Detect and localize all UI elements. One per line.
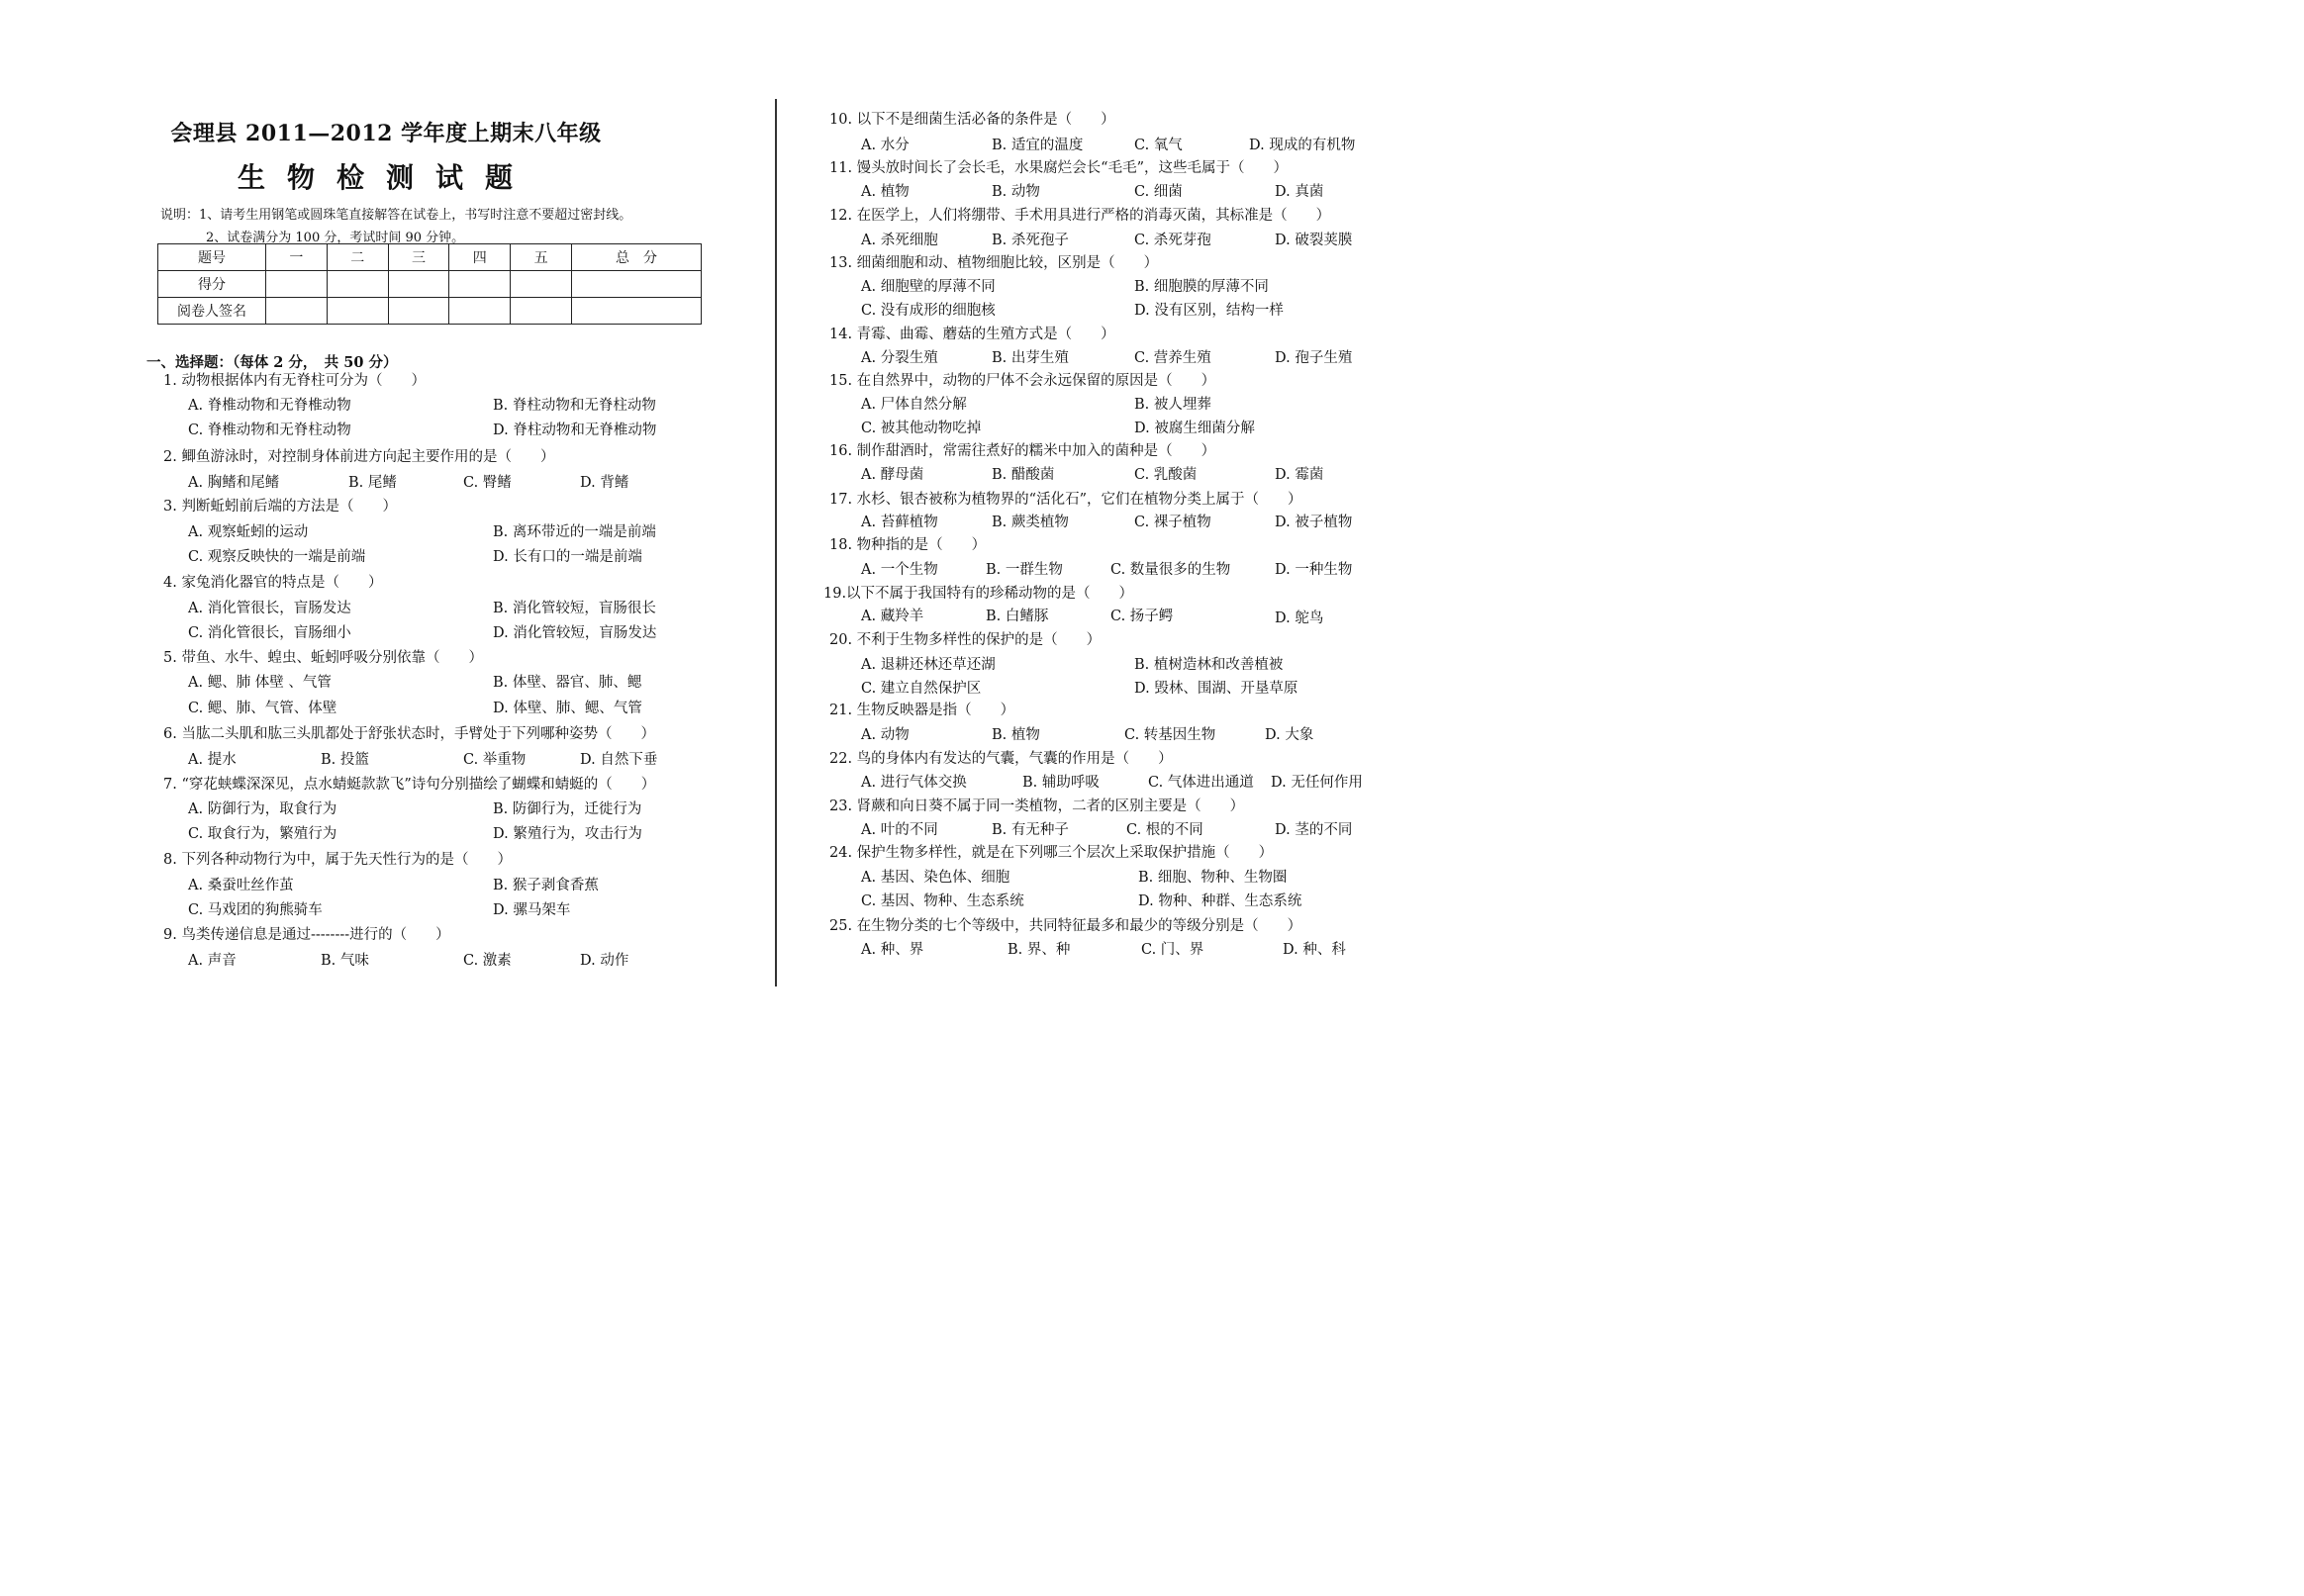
answer-option: C. 马戏团的狗熊骑车	[188, 902, 323, 918]
question-stem: 20. 不利于生物多样性的保护的是（ ）	[829, 632, 1102, 648]
answer-option: C. 乳酸菌	[1134, 467, 1198, 483]
answer-option: B. 植树造林和改善植被	[1134, 657, 1284, 673]
answer-option: A. 藏羚羊	[861, 609, 924, 624]
answer-option: C. 扬子鳄	[1110, 609, 1174, 624]
question-stem: 18. 物种指的是（ ）	[829, 537, 987, 553]
answer-option: C. 消化管很长，盲肠细小	[188, 625, 351, 641]
answer-option: B. 被人埋葬	[1134, 397, 1211, 413]
answer-option: C. 臀鳍	[463, 475, 512, 491]
question-stem: 14. 青霉、曲霉、蘑菇的生殖方式是（ ）	[829, 327, 1115, 342]
answer-option: A. 水分	[861, 138, 910, 153]
answer-option: A. 鳃、肺 体壁 、气管	[188, 675, 332, 691]
score-table-header-cell: 总 分	[572, 244, 702, 271]
answer-option: A. 尸体自然分解	[861, 397, 967, 413]
answer-option: C. 观察反映快的一端是前端	[188, 549, 366, 565]
answer-option: C. 没有成形的细胞核	[861, 303, 996, 319]
answer-option: B. 猴子剥食香蕉	[493, 878, 599, 893]
answer-option: B. 细胞膜的厚薄不同	[1134, 279, 1269, 295]
answer-option: A. 动物	[861, 727, 910, 743]
answer-option: C. 鳃、肺、气管、体壁	[188, 701, 337, 716]
answer-option: C. 激素	[463, 953, 512, 969]
question-stem: 4. 家兔消化器官的特点是（ ）	[163, 575, 383, 591]
answer-option: D. 一种生物	[1275, 562, 1353, 578]
answer-option: C. 营养生殖	[1134, 350, 1211, 366]
answer-option: A. 分裂生殖	[861, 350, 938, 366]
question-stem: 15. 在自然界中，动物的尸体不会永远保留的原因是（ ）	[829, 373, 1216, 389]
grader-cell[interactable]	[266, 298, 328, 325]
question-stem: 8. 下列各种动物行为中，属于先天性行为的是（ ）	[163, 852, 512, 868]
answer-option: D. 茎的不同	[1275, 822, 1353, 838]
answer-option: C. 建立自然保护区	[861, 681, 982, 697]
exam-title-line1: 会理县 2011—2012 学年度上期末八年级	[170, 121, 602, 146]
score-table-header-cell: 一	[266, 244, 328, 271]
answer-option: D. 大象	[1265, 727, 1314, 743]
answer-option: B. 尾鳍	[348, 475, 397, 491]
question-stem: 9. 鸟类传递信息是通过--------进行的（ ）	[163, 927, 450, 943]
answer-option: A. 防御行为，取食行为	[188, 801, 337, 817]
answer-option: A. 酵母菌	[861, 467, 924, 483]
question-stem: 1. 动物根据体内有无脊柱可分为（ ）	[163, 373, 426, 389]
score-table-header-cell: 二	[327, 244, 388, 271]
answer-option: B. 适宜的温度	[992, 138, 1084, 153]
answer-option: D. 被子植物	[1275, 515, 1353, 530]
question-stem: 10. 以下不是细菌生活必备的条件是（ ）	[829, 112, 1115, 128]
answer-option: D. 自然下垂	[580, 752, 658, 768]
grader-row-label: 阅卷人签名	[158, 298, 266, 325]
answer-option: B. 脊柱动物和无脊柱动物	[493, 398, 656, 414]
answer-option: A. 叶的不同	[861, 822, 938, 838]
score-cell[interactable]	[449, 271, 511, 298]
answer-option: B. 体壁、器官、肺、鳃	[493, 675, 642, 691]
answer-option: C. 细菌	[1134, 184, 1183, 200]
answer-option: B. 投篮	[321, 752, 369, 768]
answer-option: B. 出芽生殖	[992, 350, 1069, 366]
answer-option: D. 动作	[580, 953, 629, 969]
grader-cell[interactable]	[572, 298, 702, 325]
answer-option: D. 长有口的一端是前端	[493, 549, 642, 565]
answer-option: A. 一个生物	[861, 562, 938, 578]
answer-option: C. 门、界	[1141, 942, 1204, 958]
answer-option: C. 数量很多的生物	[1110, 562, 1231, 578]
answer-option: B. 离环带近的一端是前端	[493, 524, 656, 540]
score-table-header-cell: 题号	[158, 244, 266, 271]
question-stem: 19.以下不属于我国特有的珍稀动物的是（ ）	[823, 586, 1134, 602]
answer-option: D. 物种、种群、生态系统	[1138, 893, 1302, 909]
answer-option: C. 氧气	[1134, 138, 1183, 153]
answer-option: B. 辅助呼吸	[1022, 775, 1100, 791]
score-row-label: 得分	[158, 271, 266, 298]
answer-option: D. 无任何作用	[1271, 775, 1363, 791]
answer-option: D. 被腐生细菌分解	[1134, 421, 1255, 436]
answer-option: A. 进行气体交换	[861, 775, 967, 791]
score-cell[interactable]	[327, 271, 388, 298]
answer-option: D. 没有区别，结构一样	[1134, 303, 1284, 319]
answer-option: C. 转基因生物	[1124, 727, 1216, 743]
question-stem: 21. 生物反映器是指（ ）	[829, 703, 1015, 718]
question-stem: 7. “穿花蛱蝶深深见，点水蜻蜓款款飞”诗句分别描绘了蝴蝶和蜻蜓的（ ）	[163, 777, 656, 793]
answer-option: C. 举重物	[463, 752, 527, 768]
question-stem: 5. 带鱼、水牛、蝗虫、蚯蚓呼吸分别依靠（ ）	[163, 650, 483, 666]
answer-option: B. 界、种	[1008, 942, 1071, 958]
section-heading: 一、选择题：（每体 2 分， 共 50 分）	[146, 354, 398, 371]
answer-option: A. 胸鳍和尾鳍	[188, 475, 280, 491]
exam-title-line2: 生物检测试题	[237, 161, 534, 194]
answer-option: B. 植物	[992, 727, 1040, 743]
answer-option: D. 真菌	[1275, 184, 1324, 200]
score-cell[interactable]	[511, 271, 572, 298]
grader-cell[interactable]	[511, 298, 572, 325]
question-stem: 25. 在生物分类的七个等级中，共同特征最多和最少的等级分别是（ ）	[829, 918, 1302, 934]
grader-cell[interactable]	[388, 298, 449, 325]
answer-option: A. 脊椎动物和无脊椎动物	[188, 398, 351, 414]
score-table-header-cell: 三	[388, 244, 449, 271]
answer-option: D. 现成的有机物	[1249, 138, 1356, 153]
answer-option: A. 观察蚯蚓的运动	[188, 524, 309, 540]
question-stem: 24. 保护生物多样性，就是在下列哪三个层次上采取保护措施（ ）	[829, 845, 1274, 861]
question-stem: 22. 鸟的身体内有发达的气囊，气囊的作用是（ ）	[829, 751, 1173, 767]
answer-option: C. 根的不同	[1126, 822, 1203, 838]
answer-option: A. 植物	[861, 184, 910, 200]
answer-option: A. 细胞壁的厚薄不同	[861, 279, 996, 295]
answer-option: B. 蕨类植物	[992, 515, 1069, 530]
answer-option: B. 气味	[321, 953, 369, 969]
answer-option: C. 气体进出通道	[1148, 775, 1254, 791]
answer-option: D. 毁林、围湖、开垦草原	[1134, 681, 1298, 697]
answer-option: B. 一群生物	[986, 562, 1063, 578]
answer-option: A. 基因、染色体、细胞	[861, 870, 1010, 886]
answer-option: B. 消化管较短，盲肠很长	[493, 601, 656, 616]
answer-option: D. 孢子生殖	[1275, 350, 1353, 366]
answer-option: D. 消化管较短，盲肠发达	[493, 625, 657, 641]
answer-option: A. 桑蚕吐丝作茧	[188, 878, 294, 893]
answer-option: A. 消化管很长，盲肠发达	[188, 601, 351, 616]
answer-option: A. 提水	[188, 752, 237, 768]
answer-option: D. 种、科	[1283, 942, 1346, 958]
answer-option: D. 鸵鸟	[1275, 610, 1324, 626]
answer-option: C. 杀死芽孢	[1134, 233, 1211, 248]
question-stem: 3. 判断蚯蚓前后端的方法是（ ）	[163, 499, 397, 515]
answer-option: B. 细胞、物种、生物圈	[1138, 870, 1288, 886]
question-stem: 2. 鲫鱼游泳时，对控制身体前进方向起主要作用的是（ ）	[163, 449, 555, 465]
answer-option: D. 体壁、肺、鳃、气管	[493, 701, 642, 716]
question-stem: 16. 制作甜酒时，常需往煮好的糯米中加入的菌种是（ ）	[829, 443, 1216, 459]
answer-option: B. 动物	[992, 184, 1040, 200]
score-table-header-cell: 四	[449, 244, 511, 271]
question-stem: 12. 在医学上，人们将绷带、手术用具进行严格的消毒灭菌，其标准是（ ）	[829, 208, 1331, 224]
score-cell[interactable]	[572, 271, 702, 298]
answer-option: B. 白鳍豚	[986, 609, 1049, 624]
answer-option: A. 种、界	[861, 942, 924, 958]
question-stem: 13. 细菌细胞和动、植物细胞比较，区别是（ ）	[829, 255, 1159, 271]
answer-option: C. 脊椎动物和无脊柱动物	[188, 422, 351, 438]
question-stem: 11. 馒头放时间长了会长毛，水果腐烂会长“毛毛”，这些毛属于（ ）	[829, 160, 1288, 176]
answer-option: C. 取食行为，繁殖行为	[188, 826, 337, 842]
grader-cell[interactable]	[327, 298, 388, 325]
answer-option: B. 有无种子	[992, 822, 1069, 838]
answer-option: D. 繁殖行为，攻击行为	[493, 826, 642, 842]
answer-option: A. 苔藓植物	[861, 515, 938, 530]
question-stem: 23. 肾蕨和向日葵不属于同一类植物，二者的区别主要是（ ）	[829, 798, 1245, 814]
answer-option: D. 脊柱动物和无脊椎动物	[493, 422, 657, 438]
grader-row	[158, 298, 702, 325]
answer-option: B. 杀死孢子	[992, 233, 1069, 248]
instruction-note-2: 2、试卷满分为 100 分，考试时间 90 分钟。	[206, 231, 465, 245]
score-table	[157, 243, 702, 325]
question-stem: 6. 当肱二头肌和肱三头肌都处于舒张状态时，手臂处于下列哪种姿势（ ）	[163, 726, 655, 742]
score-cell[interactable]	[266, 271, 328, 298]
answer-option: C. 被其他动物吃掉	[861, 421, 982, 436]
question-stem: 17. 水杉、银杏被称为植物界的“活化石”，它们在植物分类上属于（ ）	[829, 492, 1302, 508]
grader-cell[interactable]	[449, 298, 511, 325]
score-table-header-cell: 五	[511, 244, 572, 271]
answer-option: D. 骡马架车	[493, 902, 571, 918]
answer-option: D. 背鳍	[580, 475, 629, 491]
answer-option: C. 裸子植物	[1134, 515, 1211, 530]
instruction-note-1: 说明：1、请考生用钢笔或圆珠笔直接解答在试卷上，书写时注意不要超过密封线。	[160, 208, 632, 223]
score-row	[158, 271, 702, 298]
score-cell[interactable]	[388, 271, 449, 298]
score-table-header-row	[158, 244, 702, 271]
answer-option: A. 退耕还林还草还湖	[861, 657, 996, 673]
column-divider	[775, 99, 777, 986]
answer-option: B. 醋酸菌	[992, 467, 1055, 483]
answer-option: B. 防御行为，迁徙行为	[493, 801, 642, 817]
answer-option: C. 基因、物种、生态系统	[861, 893, 1024, 909]
answer-option: A. 杀死细胞	[861, 233, 938, 248]
answer-option: A. 声音	[188, 953, 237, 969]
answer-option: D. 破裂荚膜	[1275, 233, 1353, 248]
answer-option: D. 霉菌	[1275, 467, 1324, 483]
